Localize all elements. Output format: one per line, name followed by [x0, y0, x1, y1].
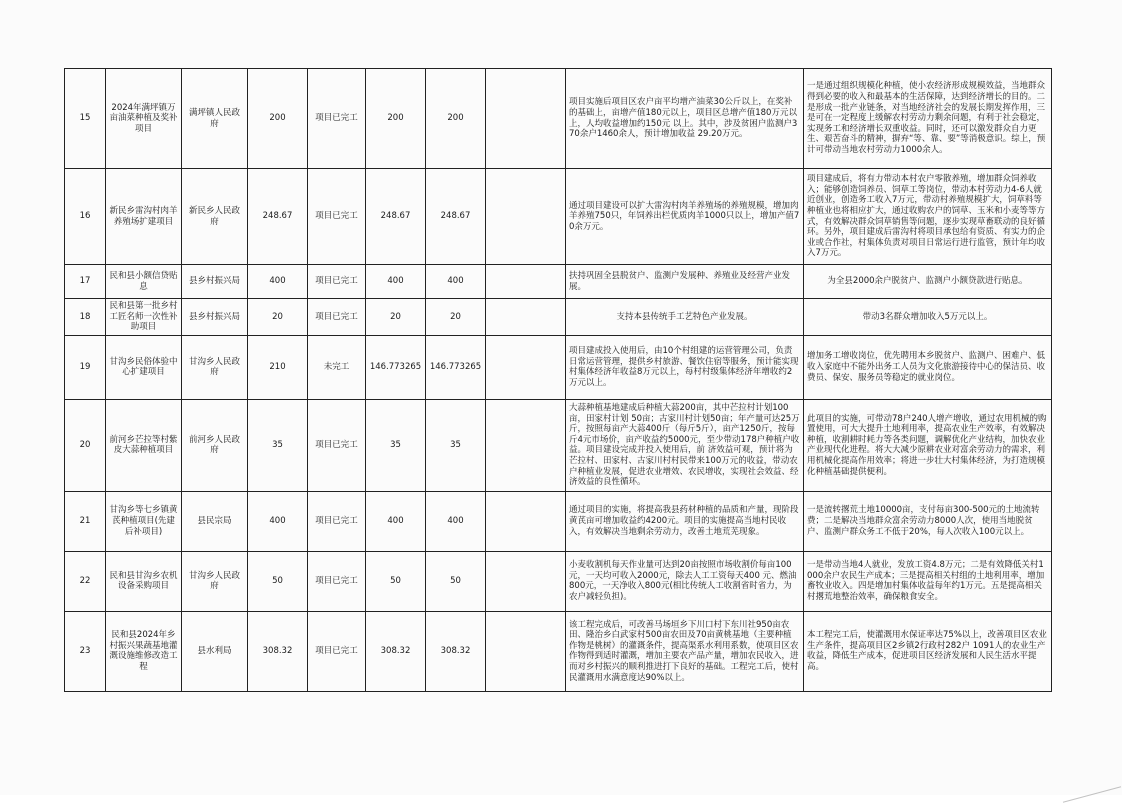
mechanism-text: 项目建成后，将有力带动本村农户零散养殖，增加群众饲养收入；能够创造饲养员、饲草工等岗位，带动本村劳动力4-6人就近创业，创造务工收入7万元，带动村养殖规模扩大，饲草料等种植业也将相应扩大，通过收购农户的饲草、玉米和小麦等等方式，有效解决群众饲草销售等问题，逐步实现草畜联动的良好循环。另外，项目建成后雷沟村将项目承包给有资质、有实力的企业或合作社，村集体负责对项目日常运行进行监管，预计年均收入7万元。: [804, 169, 1052, 265]
planned-amount: 308.32: [248, 611, 308, 691]
table-row: [65, 491, 1052, 551]
table-row: [65, 69, 1052, 169]
row-number: 16: [65, 169, 106, 265]
empty-cell: [486, 69, 566, 169]
mechanism-text: 一是通过组织规模化种植，使小农经济形成规模效益，当地群众得到必要的收入和最基本的生活保障，达到经济增长的目的。二是形成一批产业链条，对当地经济社会的发展长期发挥作用，三是可在一定程度上缓解农村劳动力剩余问题，有利于社会稳定，实现务工和经济增长双重收益。同时，还可以激发群众自力更生、艰苦奋斗的精神，摒弃“等、靠、要”等消极意识。综上，预计可带动当地农村劳动力1000余人。: [804, 69, 1052, 169]
implementing-unit: 满坪镇人民政府: [182, 69, 248, 169]
planned-amount: 210: [248, 335, 308, 399]
completed-amount: 200: [426, 69, 486, 169]
planned-amount: 400: [248, 491, 308, 551]
row-number: 23: [65, 611, 106, 691]
implementing-unit: 县乡村振兴局: [182, 265, 248, 299]
mechanism-text: 此项目的实施，可带动78户240人增产增收，通过农用机械的购置使用，可大大提升土地利用率，提高农业生产效率，有效解决种植，收割耕时耗力等各类问题，调解优化产业结构，加快农业产业现代化进程。将大大减少原耕农业对富余劳动力的需求，利用机械化提高作用效率；将进一步壮大村集体经济，为打造规模化种植基础提供便利。: [804, 399, 1052, 491]
completed-amount: 20: [426, 299, 486, 336]
benefit-text: 大蒜种植基地建成后种植大蒜200亩，其中芒拉村计划100亩，田家村计划 50亩；古家川村计划50亩；年产量可达25万斤，按照每亩产大蒜400斤（每斤5斤），亩产1250斤，按每斤4元市场价，亩产收益约5000元，至少带动178户种植户收益。项目建设完成并投入使用后，前 济效益可观，预计将为芒拉村、田家村、古家川村村民带来100万元的收益，带动农户种植业发展，促进农业增效、农民增收，实现社会效益、经济效益的良性循环。: [566, 399, 804, 491]
benefit-text: 该工程完成后，可改善马场垣乡下川口村下东川社950亩农田、隆治乡白武家村500亩农田及70亩黄桃基地（主要种植作物是桃树）的灌溉条件，提高渠系水利用系数，使项目区农作物得到适时灌溉，增加主要农产品产量，增加农民收入，进而对乡村振兴的顺利推进打下良好的基础。工程完工后，使村民灌溉用水满意度达90%以上。: [566, 611, 804, 691]
project-name: 民和县第一批乡村工匠名师一次性补助项目: [106, 299, 182, 336]
planned-amount: 400: [248, 265, 308, 299]
row-number: 22: [65, 551, 106, 611]
funds-amount: 35: [366, 399, 426, 491]
progress-status: 项目已完工: [308, 299, 366, 336]
completed-amount: 308.32: [426, 611, 486, 691]
project-name: 前河乡芒拉等村紫皮大蒜种植项目: [106, 399, 182, 491]
mechanism-text: 增加务工增收岗位，优先聘用本乡脱贫户、监测户、困难户、低收入家庭中不能外出务工人员为文化旅游接待中心的保洁员、收费员、保安、服务员等稳定的就业岗位。: [804, 335, 1052, 399]
row-number: 20: [65, 399, 106, 491]
empty-cell: [486, 265, 566, 299]
row-number: 17: [65, 265, 106, 299]
project-name: 新民乡雷沟村肉羊养殖场扩建项目: [106, 169, 182, 265]
mechanism-text: 为全县2000余户脱贫户、监测户小额贷款进行贴息。: [804, 265, 1052, 299]
planned-amount: 200: [248, 69, 308, 169]
implementing-unit: 县民宗局: [182, 491, 248, 551]
benefit-text: 扶持巩固全县脱贫户、监测户发展种、养殖业及经营产业发展。: [566, 265, 804, 299]
mechanism-text: 带动3名群众增加收入5万元以上。: [804, 299, 1052, 336]
project-table: [64, 68, 1052, 692]
mechanism-text: 一是带动当地4人就业，发放工资4.8万元；二是有效降低关村1000余户农民生产成本；三是提高相关村组的土地利用率，增加畜牧业收入。四是增加村集体收益每年约1万元。五是提高相关村撂荒地整治效率，确保粮食安全。: [804, 551, 1052, 611]
progress-status: 项目已完工: [308, 265, 366, 299]
project-name: 甘沟乡等七乡镇黄芪种植项目(先建后补项目): [106, 491, 182, 551]
row-number: 18: [65, 299, 106, 336]
implementing-unit: 前河乡人民政府: [182, 399, 248, 491]
implementing-unit: 甘沟乡人民政府: [182, 335, 248, 399]
benefit-text: 项目建成投入使用后，由10个村组建的运营管理公司，负责日常运营管理，提供乡村旅游、餐饮住宿等服务，预计能实现村集体经济年收益8万元以上，每村村级集体经济年增收约2万元以上。: [566, 335, 804, 399]
empty-cell: [486, 169, 566, 265]
table-row: [65, 611, 1052, 691]
completed-amount: 50: [426, 551, 486, 611]
mechanism-text: 一是流转撂荒土地10000亩，支付每亩300-500元的土地流转费；二是解决当地群众富余劳动力8000人次，使用当地脱贫户、监测户群众务工不低于20%，每人次收入100元以上。: [804, 491, 1052, 551]
funds-amount: 400: [366, 491, 426, 551]
funds-amount: 50: [366, 551, 426, 611]
benefit-text: 通过项目建设可以扩大雷沟村肉羊养殖场的养殖规模，增加肉羊养殖750只，年饲养出栏优质肉羊1000只以上，增加产值70余万元。: [566, 169, 804, 265]
planned-amount: 20: [248, 299, 308, 336]
project-name: 甘沟乡民俗体验中心扩建项目: [106, 335, 182, 399]
progress-status: 项目已完工: [308, 551, 366, 611]
benefit-text: 项目实施后项目区农户亩平均增产油菜30公斤以上，在奖补的基础上，亩增产值180元以上，项目区总增产值180万元以上，人均收益增加约150元 以上。其中，涉及贫困户监测户370余户1460余人，预计增加收益 29.20万元。: [566, 69, 804, 169]
table-row: [65, 299, 1052, 336]
completed-amount: 248.67: [426, 169, 486, 265]
completed-amount: 400: [426, 265, 486, 299]
planned-amount: 35: [248, 399, 308, 491]
empty-cell: [486, 399, 566, 491]
progress-status: 项目已完工: [308, 169, 366, 265]
progress-status: 未完工: [308, 335, 366, 399]
project-name: 2024年满坪镇万亩油菜种植及奖补项目: [106, 69, 182, 169]
funds-amount: 146.773265: [366, 335, 426, 399]
completed-amount: 146.773265: [426, 335, 486, 399]
progress-status: 项目已完工: [308, 399, 366, 491]
empty-cell: [486, 299, 566, 336]
benefit-text: 通过项目的实施，将提高我县药材种植的品质和产量，现阶段黄芪亩可增加收益约4200元。项目的实施提高当地村民收入，有效解决当地剩余劳动力，改善土地荒芜现象。: [566, 491, 804, 551]
row-number: 15: [65, 69, 106, 169]
row-number: 21: [65, 491, 106, 551]
implementing-unit: 县乡村振兴局: [182, 299, 248, 336]
progress-status: 项目已完工: [308, 611, 366, 691]
implementing-unit: 甘沟乡人民政府: [182, 551, 248, 611]
empty-cell: [486, 611, 566, 691]
implementing-unit: 新民乡人民政府: [182, 169, 248, 265]
row-number: 19: [65, 335, 106, 399]
planned-amount: 248.67: [248, 169, 308, 265]
completed-amount: 35: [426, 399, 486, 491]
benefit-text: 支持本县传统手工艺特色产业发展。: [566, 299, 804, 336]
project-name: 民和县甘沟乡农机设备采购项目: [106, 551, 182, 611]
table-row: [65, 265, 1052, 299]
empty-cell: [486, 491, 566, 551]
funds-amount: 400: [366, 265, 426, 299]
planned-amount: 50: [248, 551, 308, 611]
empty-cell: [486, 551, 566, 611]
project-name: 民和县2024年乡村振兴果蔬基地灌溉设施维修改造工程: [106, 611, 182, 691]
mechanism-text: 本工程完工后，使灌溉用水保证率达75%以上，改善项目区农业生产条件，提高项目区2乡镇2行政村282户 1091人的农业生产收益，降低生产成本，促进项目区经济发展和人民生活水平提高。: [804, 611, 1052, 691]
project-name: 民和县小额信贷贴息: [106, 265, 182, 299]
benefit-text: 小麦收割机每天作业量可达到20亩按照市场收割价每亩100元，一天均可收入2000元，除去人工工资每天400 元、燃油800元，一天净收入800元(相比传统人工收割省时省力，为农户减轻负担)。: [566, 551, 804, 611]
empty-cell: [486, 335, 566, 399]
table-row: [65, 551, 1052, 611]
implementing-unit: 县水利局: [182, 611, 248, 691]
funds-amount: 248.67: [366, 169, 426, 265]
funds-amount: 200: [366, 69, 426, 169]
progress-status: 项目已完工: [308, 69, 366, 169]
table-row: [65, 169, 1052, 265]
table-row: [65, 335, 1052, 399]
funds-amount: 20: [366, 299, 426, 336]
funds-amount: 308.32: [366, 611, 426, 691]
progress-status: 项目已完工: [308, 491, 366, 551]
table-row: [65, 399, 1052, 491]
completed-amount: 400: [426, 491, 486, 551]
